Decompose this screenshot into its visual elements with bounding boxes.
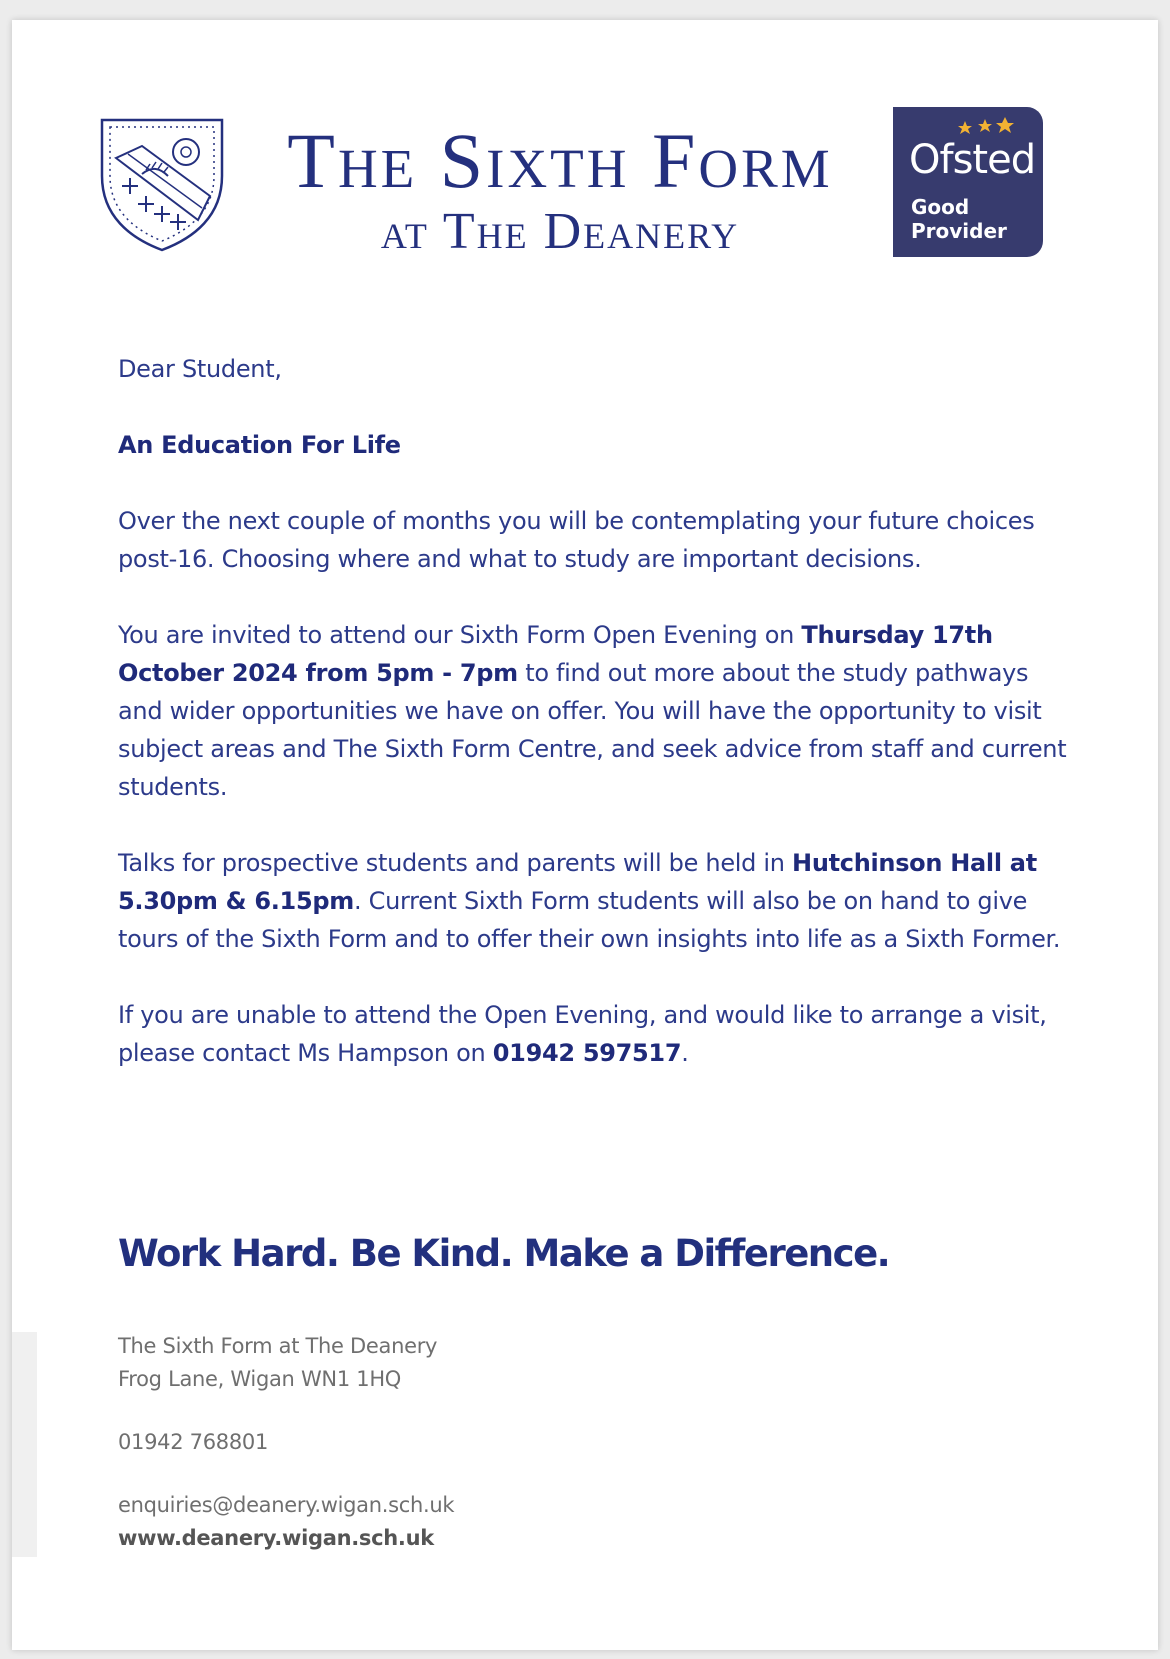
paragraph-1: Over the next couple of months you will be contemplating your future choices post-16. Choosing where and what to study are important decisions. [118,507,1035,573]
paragraph-3 [118,844,1068,958]
p2-text-before: You are invited to attend our Sixth Form Open Evening on [118,621,802,649]
rating-line-2: Provider [911,219,1007,243]
masthead [240,118,880,260]
contact-name: The Sixth Form at The Deanery [118,1334,438,1358]
p2-date-time: Thursday 17th October 2024 from 5pm - 7pm [118,621,993,687]
letter-heading: An Education For Life [118,431,401,459]
ofsted-badge [893,107,1043,257]
paragraph-2 [118,616,1068,806]
p3-venue-times: Hutchinson Hall at 5.30pm & 6.15pm [118,849,1037,915]
contact-email-link[interactable]: enquiries@deanery.wigan.sch.uk [118,1493,455,1517]
contact-address: Frog Lane, Wigan WN1 1HQ [118,1367,402,1391]
school-motto: Work Hard. Be Kind. Make a Difference. [118,1232,890,1275]
p3-text-after: . Current Sixth Form students will also be on hand to give tours of the Sixth Form and to offer their own insights into life as a Sixth Former. [118,887,1061,953]
p4-text-before: If you are unable to attend the Open Evening, and would like to arrange a visit, please contact Ms Hampson on [118,1001,1047,1067]
side-strip [12,1332,37,1557]
letter-body [118,350,1068,1110]
contact-block [118,1330,454,1555]
ofsted-rating [911,195,1007,243]
contact-phone[interactable]: 01942 768801 [118,1430,269,1454]
masthead-title: The Sixth Form [287,117,833,204]
school-crest-icon [98,116,226,254]
contact-website-link[interactable]: www.deanery.wigan.sch.uk [118,1526,434,1550]
ofsted-brand: Ofsted [909,137,1036,183]
rating-line-1: Good [911,195,970,219]
p2-text-after: to find out more about the study pathways and wider opportunities we have on offer. You will have the opportunity to visit subject areas and The Sixth Form Centre, and seek advice from staff and current students. [118,659,1067,801]
masthead-subtitle: at The Deanery [380,203,740,260]
salutation: Dear Student, [118,355,282,383]
p3-text-before: Talks for prospective students and parents will be held in [118,849,793,877]
p4-text-after: . [681,1039,689,1067]
paragraph-4 [118,996,1068,1072]
p4-phone: 01942 597517 [492,1039,682,1067]
